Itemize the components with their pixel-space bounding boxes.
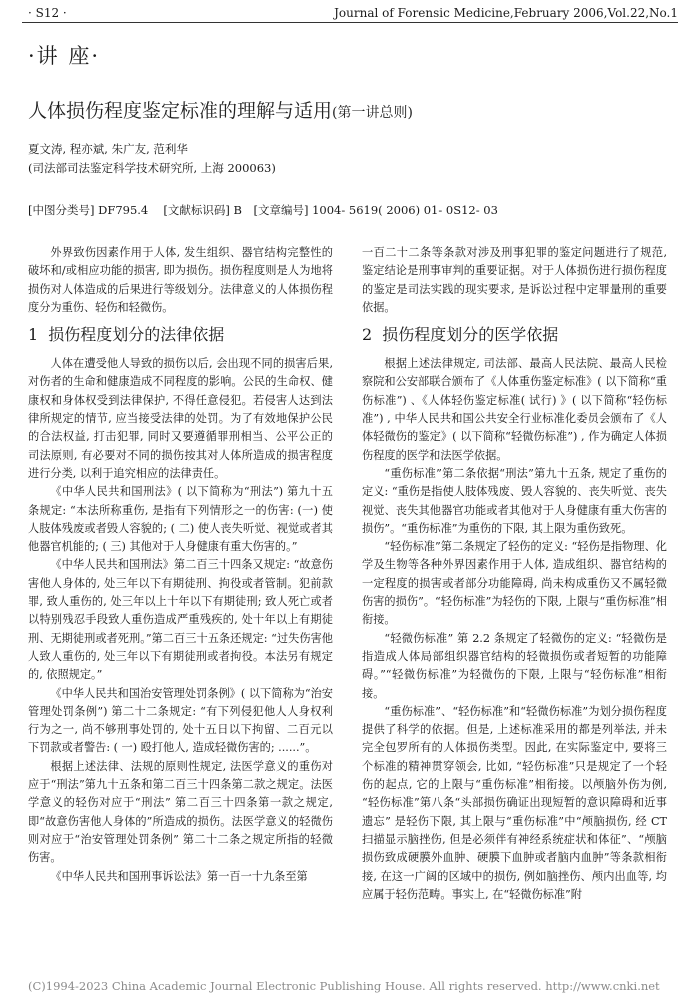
intro-paragraph: 外界致伤因素作用于人体, 发生组织、器官结构完整性的破坏和/或相应功能的损害, 即为损伤。损伤程度则是人为地将损伤对人体造成的后果进行等级划分。法律意义的人体损伤程度分为重伤、轻伤和轻微伤。 xyxy=(28,246,333,314)
paragraph: “轻微伤标准” 第 2.2 条规定了轻微伤的定义: “轻微伤是指造成人体局部组织器官结构的轻微损伤或者短暂的功能障碍。”“轻微伤标准”为轻微伤的下限, 上限与“轻伤标准”相衔接。 xyxy=(362,631,667,700)
section-1-title: 损伤程度划分的法律依据 xyxy=(48,325,225,345)
paragraph: 《中华人民共和国刑事诉讼法》第一百一十九条至第 xyxy=(50,869,308,883)
classification-meta: [中图分类号] DF795.4 [文献标识码] B [文章编号] 1004- 5619( 2006) 01- 0S12- 03 xyxy=(28,203,498,217)
paragraph: “重伤标准”、“轻伤标准”和“轻微伤标准”为划分损伤程度提供了科学的依据。但是, 上述标准采用的都是列举法, 并未完全包罗所有的人体损伤类型。因此, 在实际鉴定中, 要将三个标准的精神贯穿领会, 比如, “轻伤标准”只是规定了一个轻伤的起点, 它的上限与“重伤标准”相衔接。以颅脑外伤为例, “轻伤标准”第八条“头部损伤确证出现短暂的意识障碍和近事遗忘” 是轻伤下限, 其上限与“重伤标准”中“颅脑损伤, 经 CT 扫描显示脑挫伤, 但是必须伴有神经系统症状和体征”、“颅脑损伤致成硬膜外血肿、硬膜下血肿或者脑内血肿”等条款相衔接, 在这一广阔的区域中的损伤, 例如脑挫伤、颅内出血等, 均应属于轻伤范畴。事实上, 在“轻微伤标准”附 xyxy=(362,704,667,901)
copyright-footer: (C)1994-2023 China Academic Journal Electronic Publishing House. All rights reserved. http://www.cnki.net xyxy=(28,979,660,993)
journal-running-head: Journal of Forensic Medicine,February 2006,Vol.22,No.1 xyxy=(334,6,678,20)
paragraph: 《中华人民共和国刑法》第二百三十四条又规定: “故意伤害他人身体的, 处三年以下有期徒刑、拘役或者管制。犯前款罪, 致人重伤的, 处三年以上十年以下有期徒刑; 致人死亡或者以特别残忍手段致人重伤造成严重残疾的, 处十年以上有期徒刑、无期徒刑或者死刑。”第二百三十五条还规定: “过失伤害他人致人重伤的, 处三年以下有期徒刑或者拘役。本法另有规定的, 依照规定。” xyxy=(28,558,333,682)
paragraph: 根据上述法律规定, 司法部、最高人民法院、最高人民检察院和公安部联合颁布了《人体重伤鉴定标准》( 以下简称“重伤标准”) 、《人体轻伤鉴定标准( 试行) 》( 以下简称“轻伤标准”) , 中华人民共和国公共安全行业标准化委员会颁布了《人体轻微伤的鉴定》( 以下简称“轻微伤标准”) , 作为确定人体损伤程度的医学和法医学依据。 xyxy=(362,357,667,462)
affiliation: (司法部司法鉴定科学技术研究所, 上海 200063) xyxy=(28,161,276,175)
right-column xyxy=(362,244,667,904)
left-column xyxy=(28,244,333,886)
section-2-number: 2 xyxy=(362,325,373,345)
page-number: · S12 · xyxy=(28,6,67,20)
paragraph: 《中华人民共和国刑法》( 以下简称为“刑法”) 第九十五条规定: “本法所称重伤, 是指有下列情形之一的伤害: (一) 使人肢体残废或者毁人容貌的; ( 二) 使人丧失听觉、视觉或者其他器官机能的; ( 三) 其他对于人身健康有重大伤害的。” xyxy=(28,485,333,554)
paragraph: 根据上述法律、法规的原则性规定, 法医学意义的重伤对应于“刑法”第九十五条和第二百三十四条第二款之规定。法医学意义的轻伤对应于“刑法” 第二百三十四条第一款之规定, 即“故意伤害他人身体的”所造成的损伤。法医学意义的轻微伤则对应于“治安管理处罚条例” 第二十二条之规定所指的轻微伤害。 xyxy=(28,759,333,865)
article-title-block xyxy=(28,96,413,123)
paragraph: “轻伤标准”第二条规定了轻伤的定义: “轻伤是指物理、化学及生物等各种外界因素作用于人体, 造成组织、器官结构的一定程度的损害或者部分功能障碍, 尚未构成重伤又不属轻微伤害的损伤”。“轻伤标准”为轻伤的下限, 上限与“重伤标准”相衔接。 xyxy=(362,540,667,627)
paragraph: “重伤标准”第二条依据“刑法”第九十五条, 规定了重伤的定义: “重伤是指使人肢体残废、毁人容貌的、丧失听觉、丧失视觉、丧失其他器官功能或者其他对于人身健康有重大伤害的损伤”。“重伤标准”为重伤的下限, 其上限为重伤致死。 xyxy=(362,466,667,535)
section-label: ·讲 座· xyxy=(28,44,101,68)
section-1-heading xyxy=(28,323,333,347)
section-2-title: 损伤程度划分的医学依据 xyxy=(382,325,559,345)
paragraph: 《中华人民共和国治安管理处罚条例》( 以下简称为“治安管理处罚条例”) 第二十二条规定: “有下列侵犯他人人身权利行为之一, 尚不够刑事处罚的, 处十五日以下拘留、二百元以下罚款或者警告: ( 一) 殴打他人, 造成轻微伤害的; ......”。 xyxy=(28,686,333,755)
section-2-heading xyxy=(362,323,667,347)
article-title: 人体损伤程度鉴定标准的理解与适用 xyxy=(28,100,333,122)
paragraph: 人体在遭受他人导致的损伤以后, 会出现不同的损害后果, 对伤者的生命和健康造成不同程度的影响。公民的生命权、健康权和身体权受到法律保护, 不得任意侵犯。若侵害人达到法律所规定的情节, 应当接受法律的处罚。为了有效地保护公民的合法权益, 打击犯罪, 同时又要遵循罪刑相当、公平公正的司法原则, 有必要对不同的损伤按其对人体所造成的损害程度进行分类, 以利于追究相应的法律责任。 xyxy=(28,357,333,480)
article-title-sub: (第一讲总则) xyxy=(332,105,413,121)
paragraph-continued: 一百二十二条等条款对涉及刑事犯罪的鉴定问题进行了规范, 鉴定结论是刑事审判的重要证据。对于人体损伤进行损伤程度的鉴定是司法实践的现实要求, 是诉讼过程中定罪量刑的重要依据。 xyxy=(362,246,667,314)
authors: 夏文涛, 程亦斌, 朱广友, 范利华 xyxy=(28,142,188,156)
section-1-number: 1 xyxy=(28,325,39,345)
header-rule xyxy=(22,22,678,23)
